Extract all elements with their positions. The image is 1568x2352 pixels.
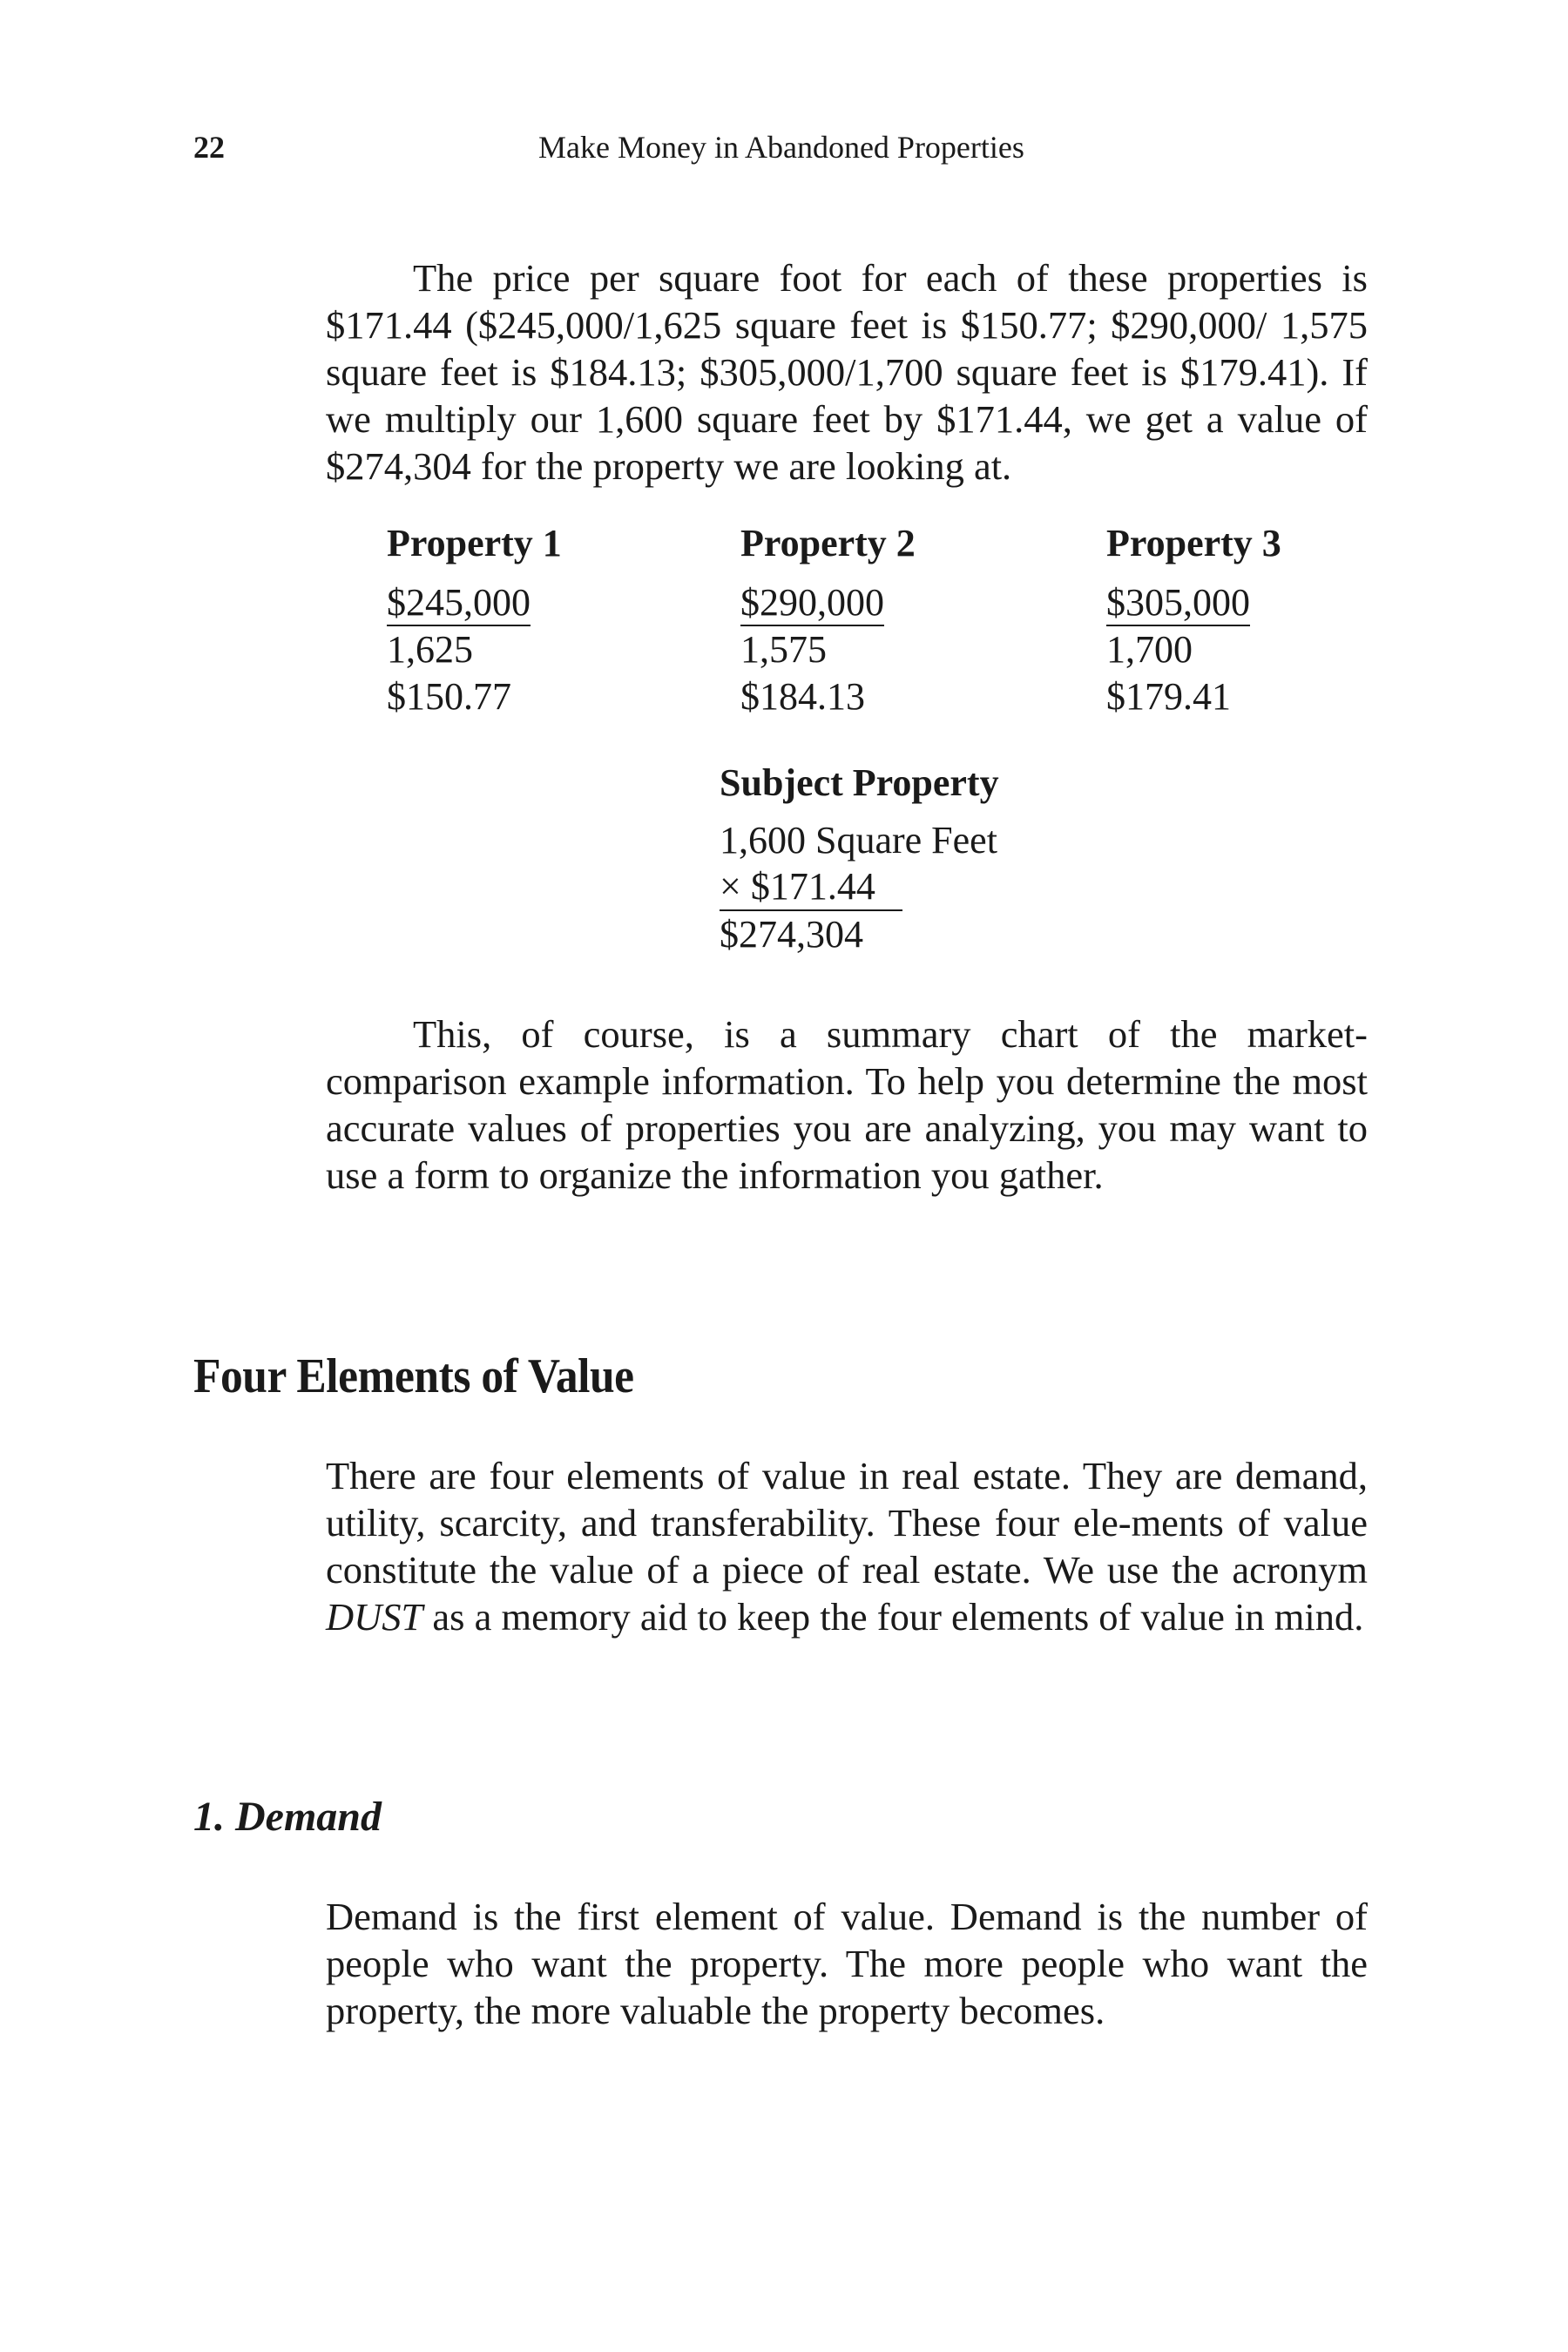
property-column-1 [387,520,562,720]
property-column-2 [740,520,916,720]
paragraph-demand [326,1893,1368,2034]
property-sqft: 1,625 [387,628,473,671]
property-title: Property 2 [740,522,916,564]
section-heading: Four Elements of Value [193,1349,634,1403]
subject-result: $274,304 [720,913,863,956]
property-price-per-sqft: $184.13 [740,675,865,718]
page-number: 22 [193,130,225,165]
property-title: Property 3 [1106,522,1281,564]
paragraph-price-per-sqft [326,254,1368,490]
subject-multiplier: × $171.44 [720,863,902,911]
paragraph-text: as a memory aid to keep the four elements of value in mind. [422,1595,1364,1639]
property-price: $290,000 [740,581,884,626]
acronym-dust: DUST [326,1595,423,1639]
property-price-per-sqft: $179.41 [1106,675,1231,718]
property-price: $245,000 [387,581,531,626]
paragraph-four-elements [326,1452,1368,1640]
property-title: Property 1 [387,522,562,564]
paragraph-summary-chart [326,1010,1368,1199]
running-title: Make Money in Abandoned Properties [538,130,1024,165]
subject-sqft: 1,600 Square Feet [720,819,997,862]
subsection-heading: 1. Demand [193,1794,382,1840]
property-price-per-sqft: $150.77 [387,675,511,718]
subject-property-title: Subject Property [720,761,999,804]
property-sqft: 1,575 [740,628,827,671]
subject-property-block [720,760,999,957]
paragraph-text: This, of course, is a summary chart of the market-comparison example information. To help you determine the most accurate values of properties you are analyzing, you may want to use a form to organize the information you gather. [326,1012,1368,1197]
paragraph-text: Demand is the first element of value. Demand is the number of people who want the property. The more people who want the property, the more valuable the property becomes. [326,1895,1368,2032]
property-sqft: 1,700 [1106,628,1193,671]
paragraph-text: There are four elements of value in real estate. They are demand, utility, scarcity, and transferability. These four ele-ments of value constitute the value of a piece of real estate. We use the acronym [326,1454,1368,1592]
property-column-3 [1106,520,1281,720]
paragraph-text: The price per square foot for each of these properties is $171.44 ($245,000/1,625 square feet is $150.77; $290,000/ 1,575 square feet is $184.13; $305,000/1,700 square feet is $179.41). If we multiply our 1,600 square feet by $171.44, we get a value of $274,304 for the property we are looking at. [326,256,1368,488]
property-price: $305,000 [1106,581,1250,626]
